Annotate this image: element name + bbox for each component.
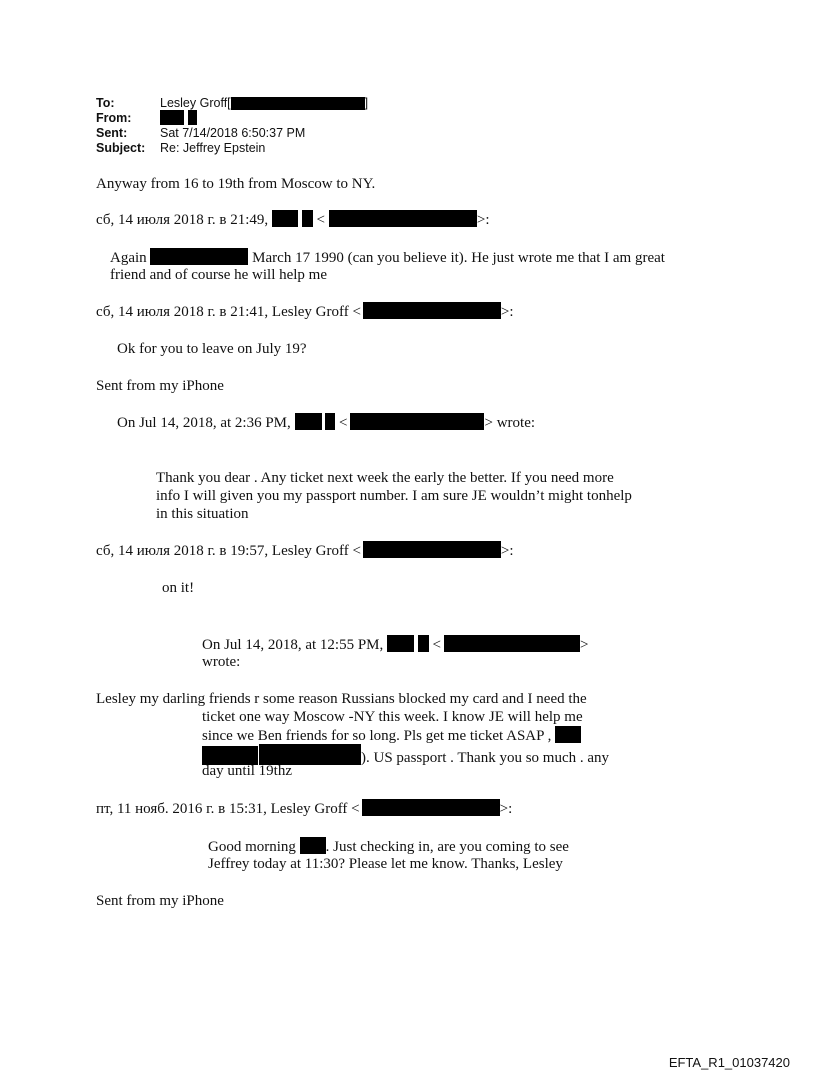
quote-header-text: пт, 11 нояб. 2016 г. в 15:31, Lesley Groff < [96, 801, 360, 817]
quoted-text: ). US passport . Thank you so much . any [361, 750, 610, 766]
redaction [329, 210, 477, 227]
quote-header-text: сб, 14 июля 2018 г. в 21:41, Lesley Groff < [96, 304, 361, 320]
to-label: To: [96, 96, 115, 110]
redaction [295, 413, 322, 430]
quote-header: сб, 14 июля 2018 г. в 21:49, < >: [96, 212, 490, 228]
sent-value: Sat 7/14/2018 6:50:37 PM [160, 126, 306, 140]
quoted-text: . Just checking in, are you coming to see [325, 839, 569, 855]
redaction [363, 302, 501, 319]
quote-header-suffix: >: [500, 304, 514, 320]
from-label: From: [96, 111, 132, 125]
redaction [150, 248, 248, 265]
quoted-line: in this situation [156, 506, 249, 522]
quote-header-suffix: >: [499, 801, 513, 817]
quoted-line [202, 726, 581, 745]
signature: Sent from my iPhone [96, 893, 224, 909]
redaction [300, 837, 326, 854]
quoted-text: March 17 1990 (can you believe it). He just wrote me that I am great [252, 250, 665, 266]
redaction [325, 413, 335, 430]
quote-header-suffix: >: [500, 543, 514, 559]
quote-header-text: On Jul 14, 2018, at 12:55 PM, [202, 637, 384, 653]
quoted-line: ticket one way Moscow -NY this week. I know JE will help me [202, 709, 583, 725]
redaction [387, 635, 414, 652]
sent-label: Sent: [96, 126, 128, 140]
redaction [362, 799, 500, 816]
quoted-line: Lesley my darling friends r some reason Russians blocked my card and I need the [96, 691, 587, 707]
quote-header-text: сб, 14 июля 2018 г. в 21:49, [96, 212, 269, 228]
document-id: EFTA_R1_01037420 [668, 1055, 790, 1070]
body-line: Anyway from 16 to 19th from Moscow to NY. [96, 176, 376, 192]
quoted-line: Jeffrey today at 11:30? Please let me know. Thanks, Lesley [208, 856, 563, 872]
quoted-line: Ok for you to leave on July 19? [117, 341, 307, 357]
subject-value: Re: Jeffrey Epstein [160, 141, 266, 155]
quoted-line: Thank you dear . Any ticket next week the early the better. If you need more [156, 470, 614, 486]
redaction [272, 210, 298, 227]
signature: Sent from my iPhone [96, 378, 224, 394]
quote-header-suffix: > wrote: [484, 415, 536, 431]
redaction [350, 413, 484, 430]
quoted-text: Good morning [208, 839, 296, 855]
quote-header: On Jul 14, 2018, at 12:55 PM, < > [202, 637, 589, 653]
quote-header [96, 302, 514, 321]
quote-header-suffix: > [579, 637, 589, 653]
quote-header [96, 541, 514, 560]
quoted-text: Again [110, 250, 147, 266]
quote-header: On Jul 14, 2018, at 2:36 PM, < > wrote: [117, 415, 536, 431]
to-name: Lesley Groff[ [160, 96, 231, 110]
redaction [444, 635, 580, 652]
to-suffix: ] [364, 96, 369, 110]
quote-header-text: сб, 14 июля 2018 г. в 19:57, Lesley Groff < [96, 543, 361, 559]
redaction [302, 210, 313, 227]
quoted-line: day until 19thz [202, 763, 292, 779]
quote-header-suffix: >: [476, 212, 490, 228]
redaction [231, 97, 365, 110]
quote-header [96, 799, 512, 818]
quoted-line: on it! [162, 580, 195, 596]
quoted-line: info I will given you my passport number. I am sure JE wouldn’t might tonhelp [156, 488, 632, 504]
quote-header-text: On Jul 14, 2018, at 2:36 PM, [117, 415, 291, 431]
to-value [160, 97, 368, 110]
redaction [555, 726, 581, 743]
quoted-line: friend and of course he will help me [110, 267, 328, 283]
redaction [160, 110, 184, 125]
quoted-line [110, 248, 665, 267]
redaction [188, 110, 197, 125]
redaction [418, 635, 429, 652]
subject-label: Subject: [96, 141, 146, 155]
redaction [363, 541, 501, 558]
quoted-line [208, 837, 569, 856]
quote-header-wrote: wrote: [202, 654, 241, 670]
quoted-text: since we Ben friends for so long. Pls get me ticket ASAP , [202, 728, 552, 744]
